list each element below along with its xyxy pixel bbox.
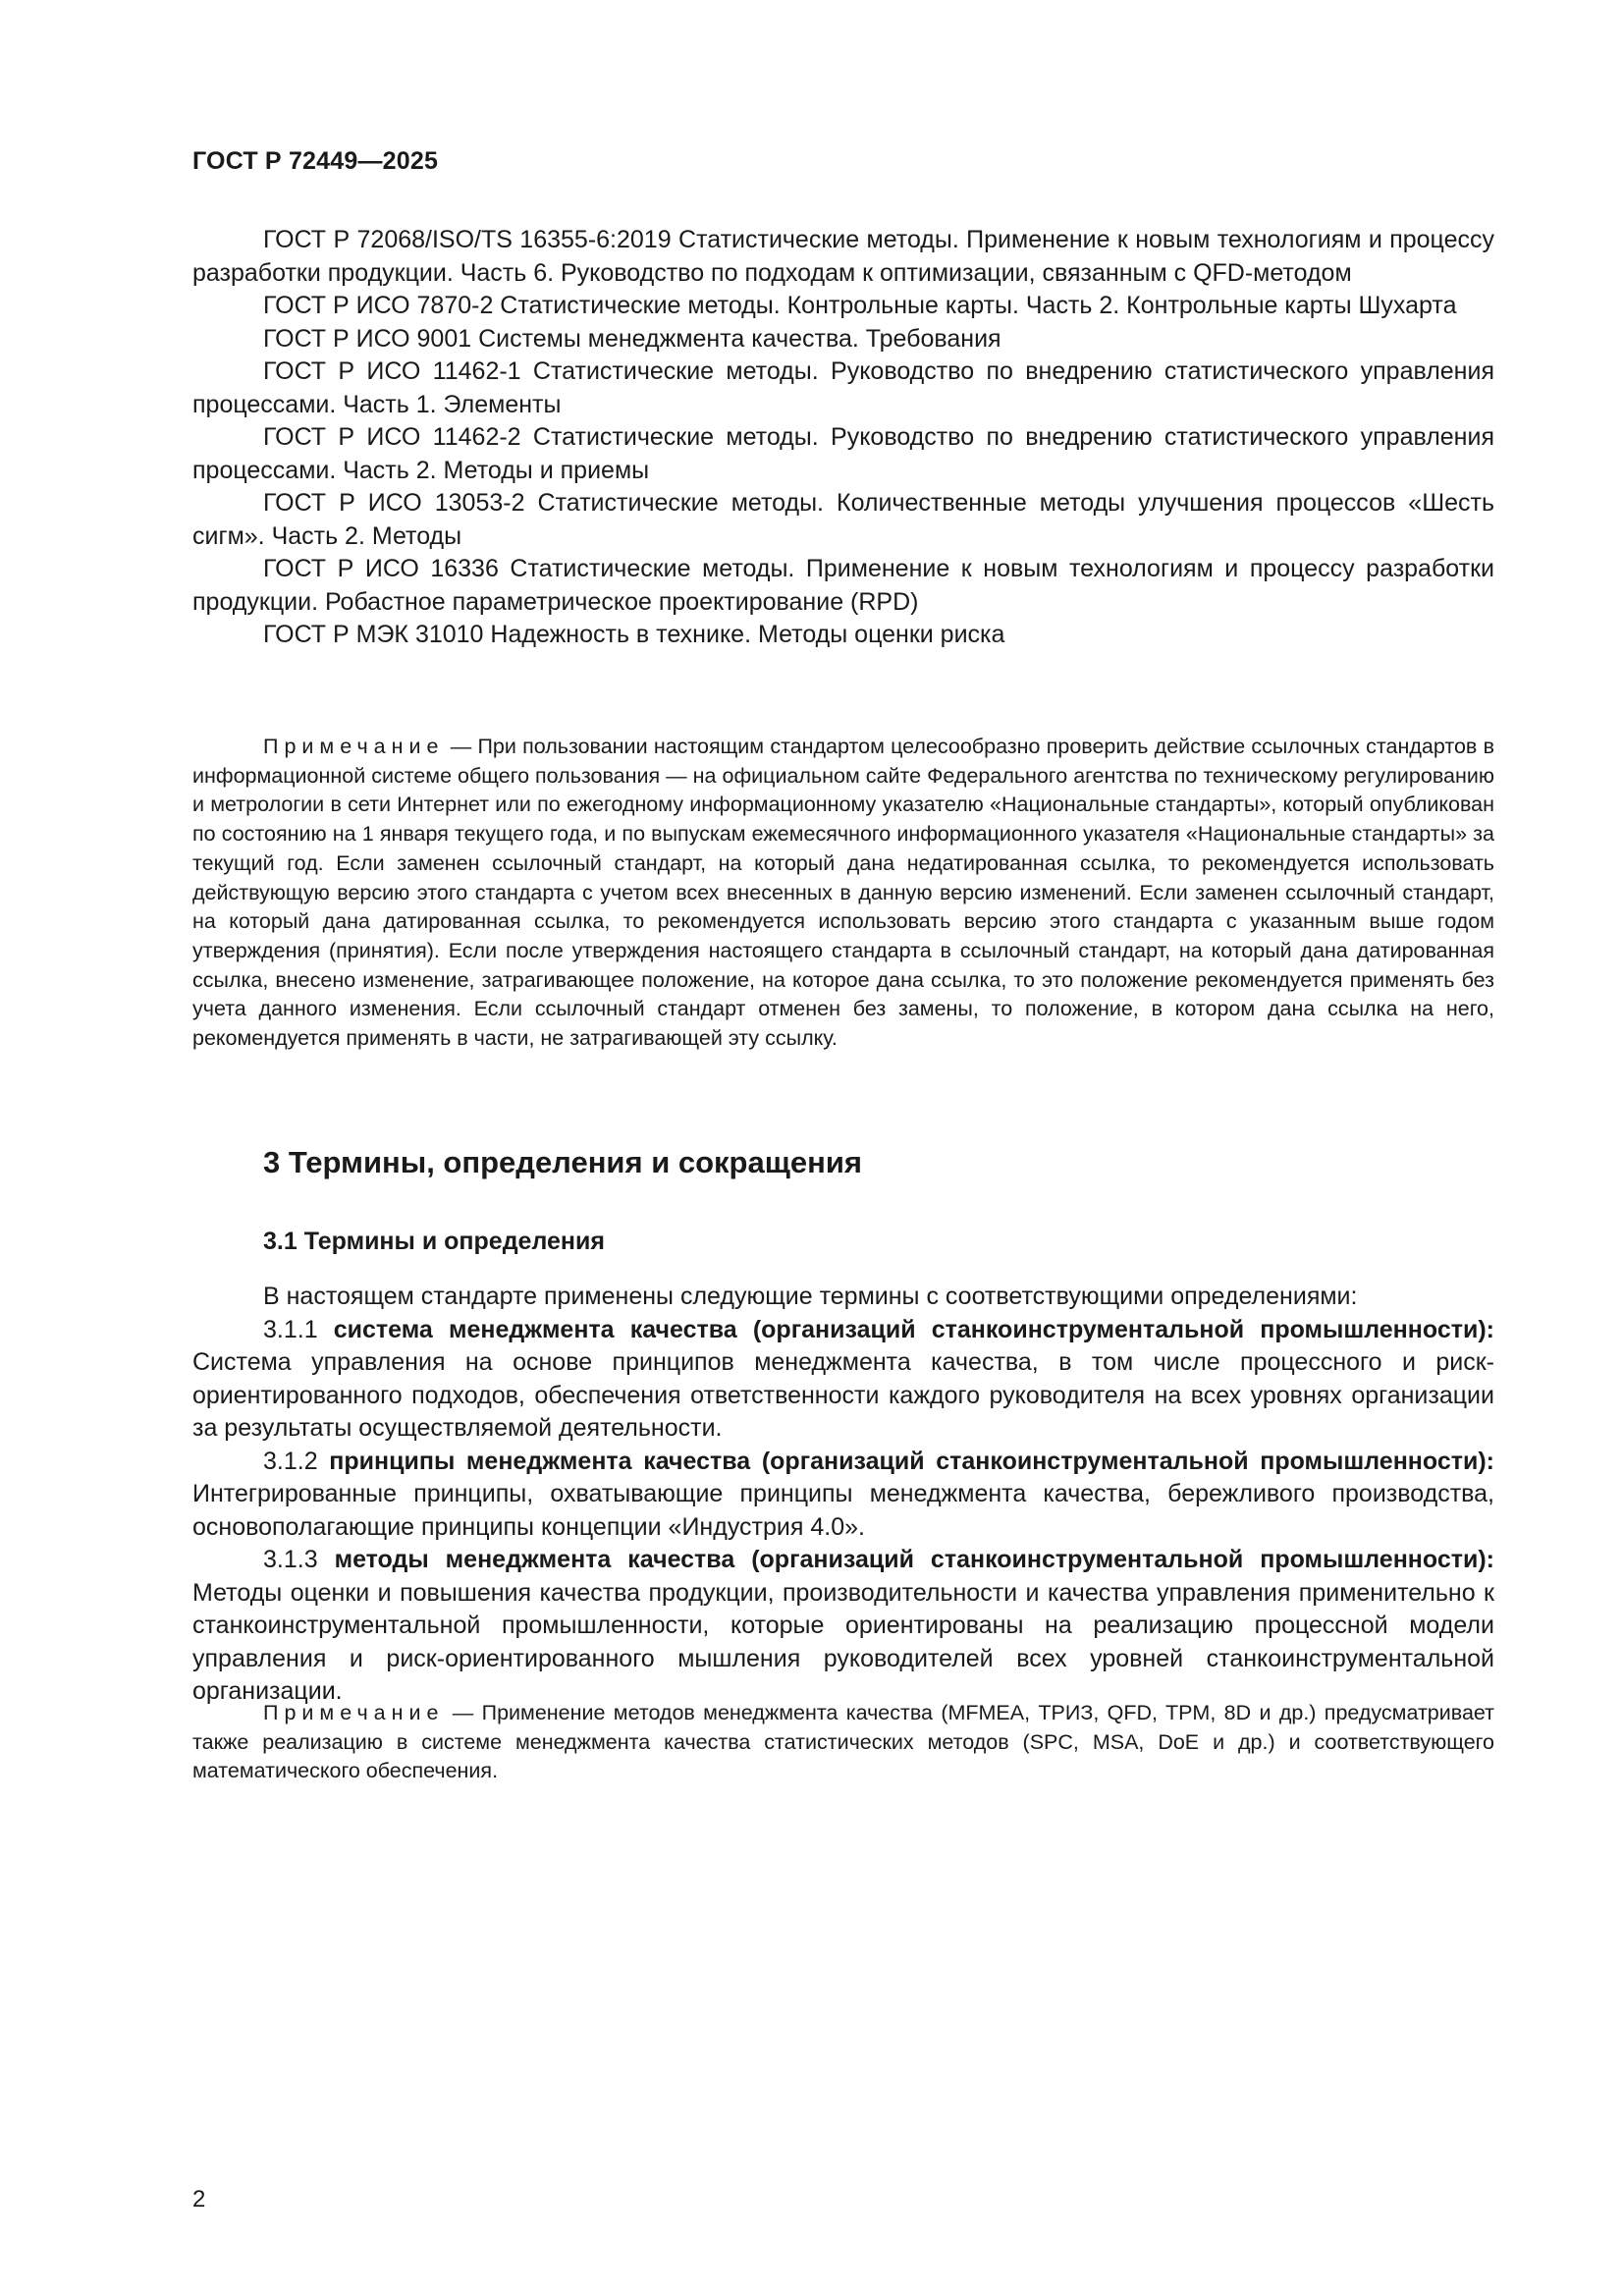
section-title: 3 Термины, определения и сокращения: [263, 1145, 862, 1179]
note-text: Применение методов менеджмента качества (MFMEA, ТРИЗ, QFD, TPM, 8D и др.) предусматривает также реализацию в системе менеджмента качества статистических методов (SPC, MSA, DoE и др.) и соответствующего математического обеспечения.: [192, 1701, 1494, 1783]
note-paragraph: [192, 1699, 1494, 1786]
reference-item: ГОСТ Р ИСО 16336 Статистические методы. Применение к новым технологиям и процессу разработки продукции. Робастное параметрическое проектирование (RPD): [192, 555, 1494, 616]
reference-item: ГОСТ Р ИСО 13053-2 Статистические методы. Количественные методы улучшения процессов «Шесть сигм». Часть 2. Методы: [192, 489, 1494, 550]
term-entry: [192, 1544, 1494, 1709]
reference-item: ГОСТ Р МЭК 31010 Надежность в технике. Методы оценки риска: [263, 621, 1005, 648]
subsection-title: 3.1 Термины и определения: [263, 1228, 605, 1255]
reference-item: ГОСТ Р ИСО 9001 Системы менеджмента качества. Требования: [263, 324, 1001, 353]
term-definition: Система управления на основе принципов менеджмента качества, в том числе процессного и риск-ориентированного подходов, обеспечения ответственности каждого руководителя на всех уровнях организации за результаты осуществляемой деятельности.: [192, 1348, 1494, 1442]
term-title: система менеджмента качества (организаций станкоинструментальной промышленности):: [333, 1315, 1494, 1343]
references-note: [192, 733, 1494, 1054]
terms-note: [192, 1699, 1494, 1786]
term-number: 3.1.1: [263, 1315, 318, 1343]
note-dash: —: [444, 735, 478, 758]
note-paragraph: [192, 733, 1494, 1054]
term-title: принципы менеджмента качества (организаций станкоинструментальной промышленности):: [329, 1447, 1494, 1475]
note-label: Примечание: [263, 735, 445, 758]
note-dash: —: [444, 1701, 482, 1724]
normative-references-list: [192, 224, 1494, 652]
note-label: Примечание: [263, 1701, 445, 1724]
page-number: 2: [192, 2186, 206, 2213]
terms-list: [192, 1281, 1494, 1709]
reference-item: ГОСТ Р 72068/ISO/TS 16355-6:2019 Статистические методы. Применение к новым технологиям и процессу разработки продукции. Часть 6. Руководство по подходам к оптимизации, связанным с QFD-методом: [192, 226, 1494, 287]
reference-item: ГОСТ Р ИСО 11462-2 Статистические методы. Руководство по внедрению статистического управления процессами. Часть 2. Методы и приемы: [192, 423, 1494, 484]
reference-item: ГОСТ Р ИСО 7870-2 Статистические методы. Контрольные карты. Часть 2. Контрольные карты Шухарта: [263, 292, 1457, 319]
document-header: ГОСТ Р 72449—2025: [192, 147, 439, 175]
term-number: 3.1.3: [263, 1546, 318, 1573]
term-definition: Методы оценки и повышения качества продукции, производительности и качества управления применительно к станкоинструментальной промышленности, которые ориентированы на реализацию процессной модели управления и риск-ориентированного мышления руководителей всех уровней станкоинструментальной организации.: [192, 1578, 1494, 1705]
term-definition: Интегрированные принципы, охватывающие принципы менеджмента качества, бережливого производства, основополагающие принципы концепции «Индустрия 4.0».: [192, 1480, 1494, 1541]
term-entry: [192, 1446, 1494, 1545]
terms-intro: В настоящем стандарте применены следующие термины с соответствующими определениями:: [263, 1283, 1358, 1310]
term-number: 3.1.2: [263, 1447, 318, 1475]
term-entry: [192, 1314, 1494, 1446]
reference-item: ГОСТ Р ИСО 11462-1 Статистические методы. Руководство по внедрению статистического управления процессами. Часть 1. Элементы: [192, 357, 1494, 418]
term-title: методы менеджмента качества (организаций станкоинструментальной промышленности):: [334, 1546, 1495, 1573]
note-text: При пользовании настоящим стандартом целесообразно проверить действие ссылочных стандартов в информационной системе общего пользования — на официальном сайте Федерального агентства по техническому регулированию и метрологии в сети Интернет или по ежегодному информационному указателю «Национальные стандарты», который опубликован по состоянию на 1 января текущего года, и по выпускам ежемесячного информационного указателя «Национальные стандарты» за текущий год. Если заменен ссылочный стандарт, на который дана недатированная ссылка, то рекомендуется использовать действующую версию этого стандарта с учетом всех внесенных в данную версию изменений. Если заменен ссылочный стандарт, на который дана датированная ссылка, то рекомендуется использовать версию этого стандарта с указанным выше годом утверждения (принятия). Если после утверждения настоящего стандарта в ссылочный стандарт, на который дана датированная ссылка, внесено изменение, затрагивающее положение, на которое дана ссылка, то это положение рекомендуется применять без учета данного изменения. Если ссылочный стандарт отменен без замены, то положение, в котором дана ссылка на него, рекомендуется применять в части, не затрагивающей эту ссылку.: [192, 735, 1494, 1051]
